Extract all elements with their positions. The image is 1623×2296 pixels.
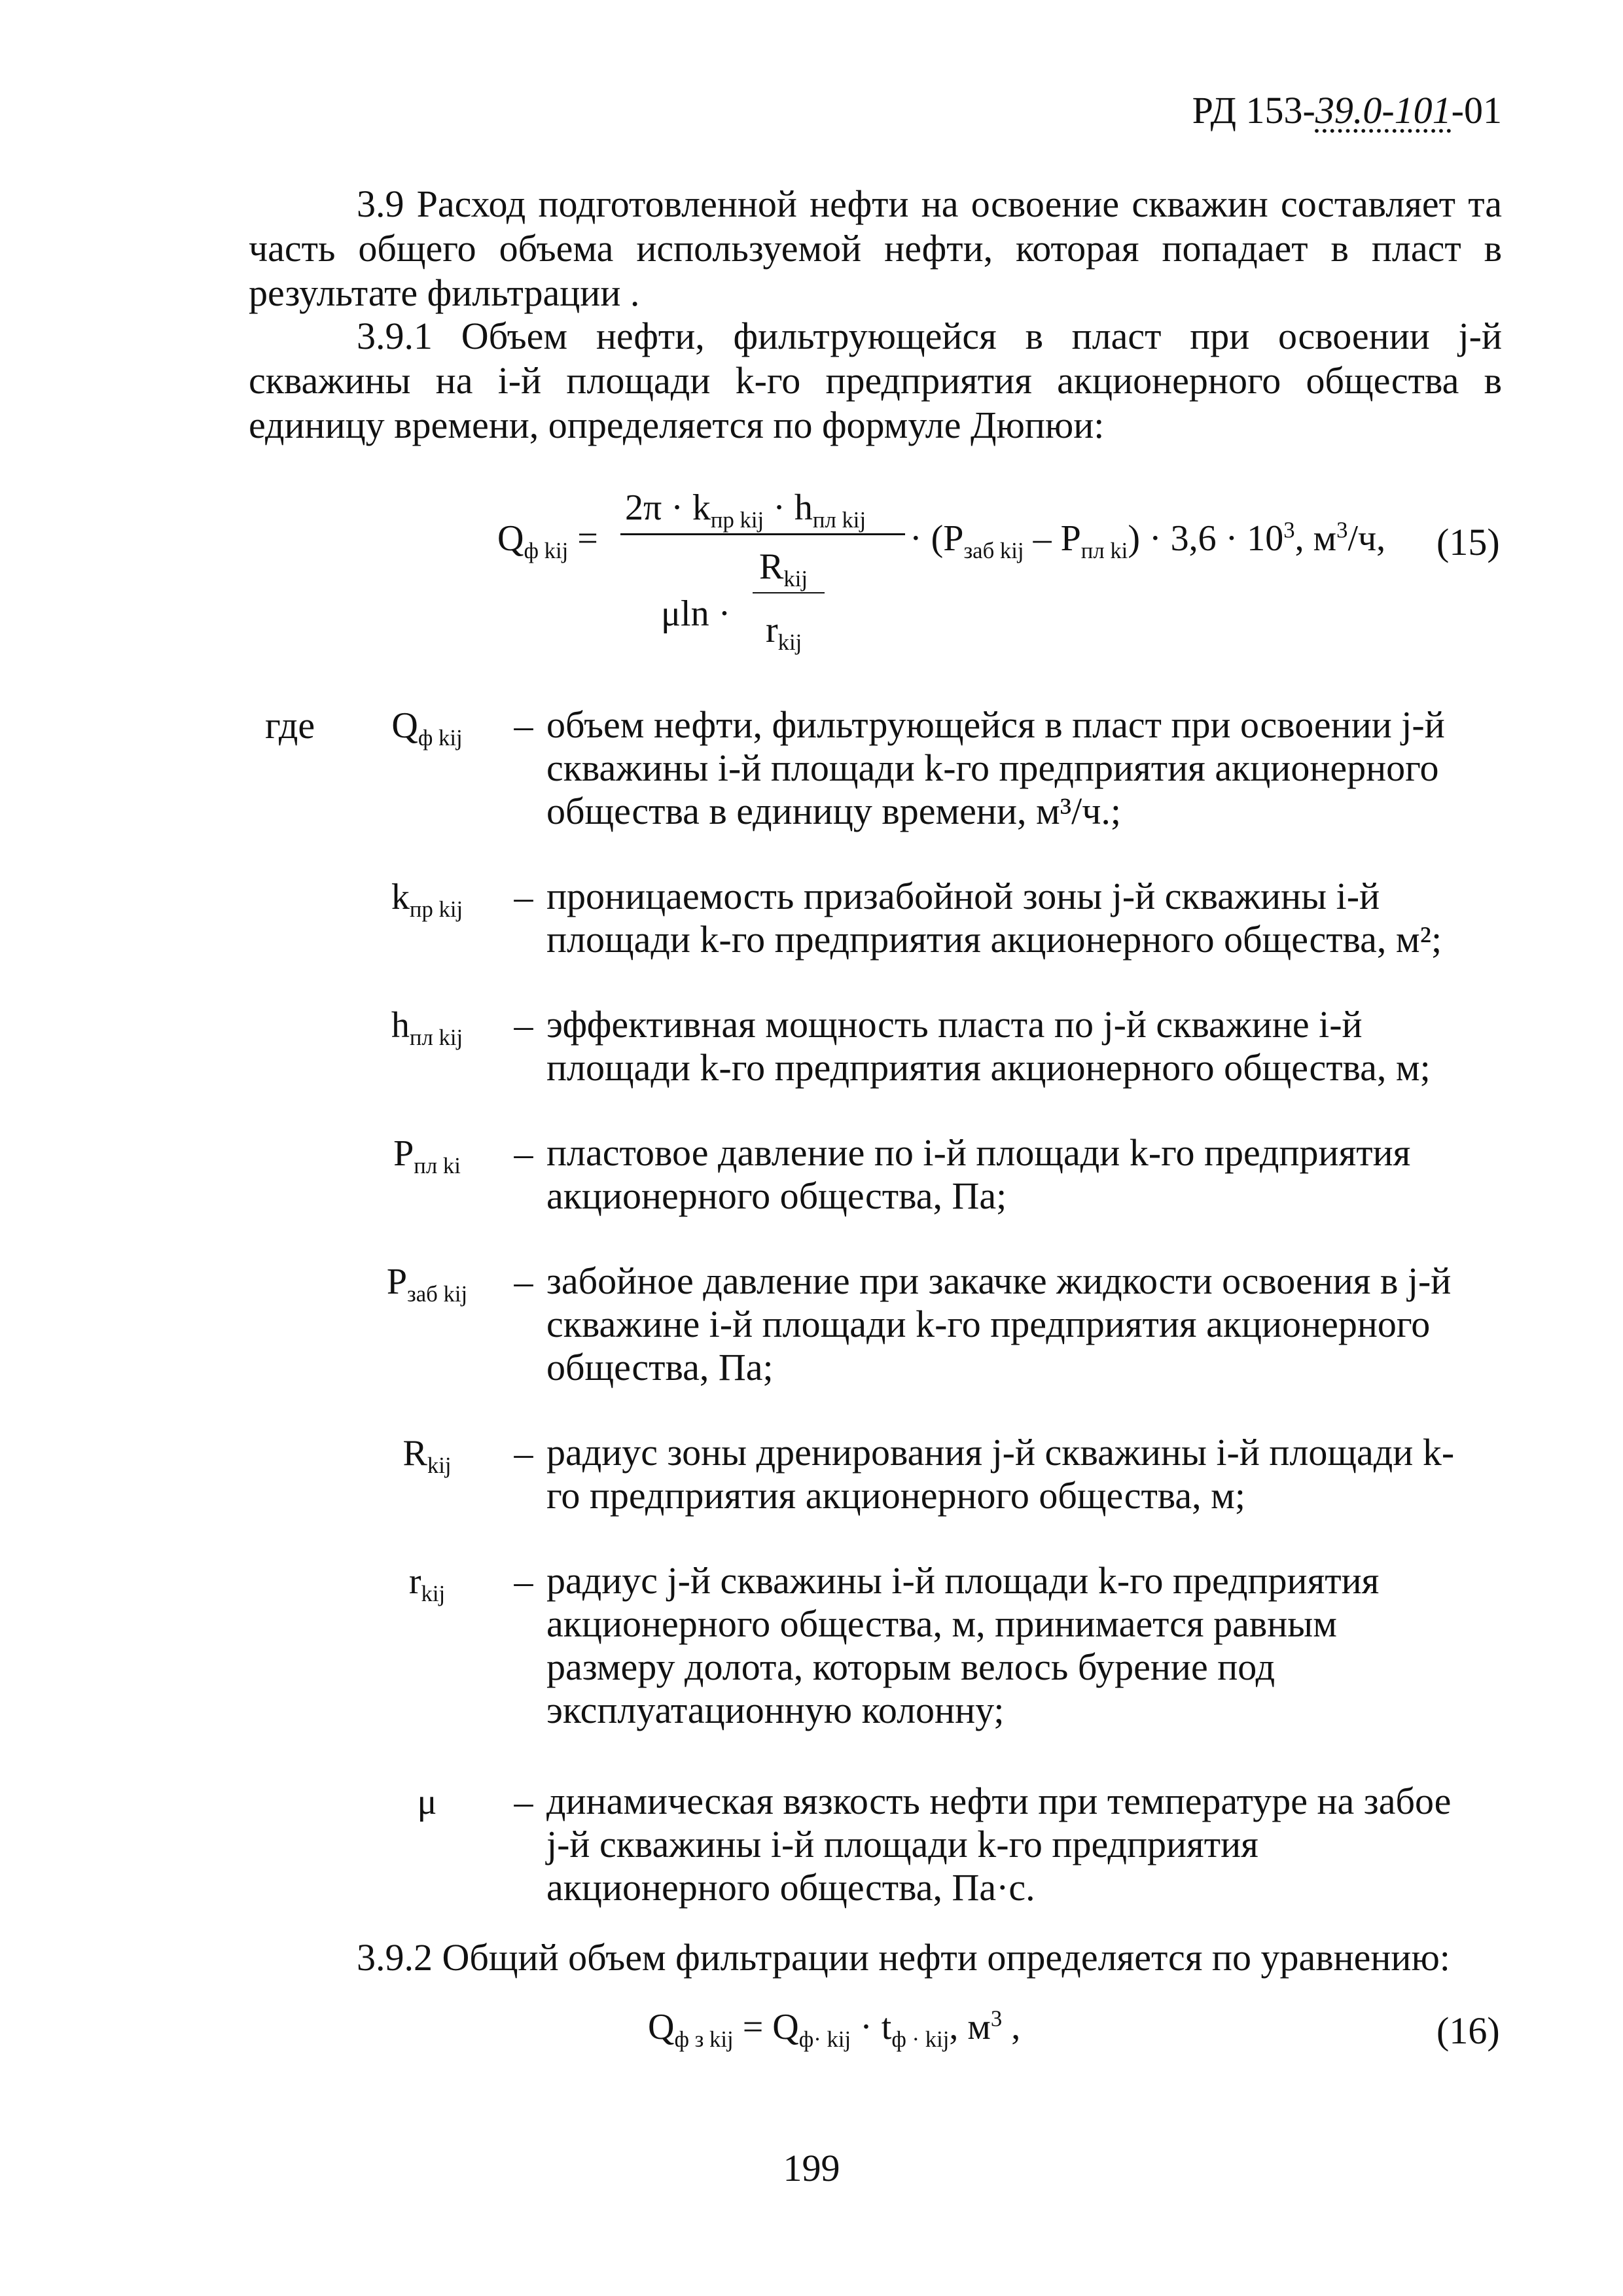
paragraph-3-9: 3.9 Расход подготовленной нефти на освоение скважин составляет та часть общего объема используемой нефти, которая попадает в пласт в результате фильтрации .	[249, 183, 1502, 314]
formula-15-denominator-R: $R_{kij}$	[759, 546, 808, 592]
definition-symbol: $Q_{ф kij}$	[391, 705, 463, 751]
definition-text: проницаемость призабойной зоны j-й скважины i-й площади k-го предприятия акционерного общества, м²;	[546, 875, 1442, 961]
definition-text: объем нефти, фильтрующейся в пласт при освоении j-й скважины i-й площади k-го предприятия акционерного общества в единицу времени, м³/ч.;	[546, 703, 1445, 832]
page-number: 199	[783, 2147, 840, 2189]
definition-item	[353, 875, 1512, 961]
formula-15-inner-fraction-line	[753, 592, 825, 593]
definition-dash: –	[514, 1560, 533, 1602]
formula-15-numerator: $2\pi \cdot k_{пр kij} \cdot h_{пл kij}$	[625, 487, 866, 533]
formula-16-body: $Q_{ф з kij} = Q_{ф\cdot kij} \cdot t_{ф \cdot kij}$, $м^3$ ,	[648, 2005, 1021, 2053]
definition-item	[353, 1780, 1512, 1909]
formula-15-tail: · $(P_{заб kij} - P_{пл ki}) \cdot 3,6 \cdot 10^3$, $м^3/ч$,	[910, 517, 1386, 564]
definition-text: эффективная мощность пласта по j-й скважине i-й площади k-го предприятия акционерного общества, м;	[546, 1003, 1431, 1089]
where-label: где	[265, 704, 315, 747]
document-code	[1192, 89, 1502, 132]
definition-item	[353, 1260, 1512, 1389]
definition-dash: –	[514, 1260, 533, 1303]
definition-dash: –	[514, 1780, 533, 1823]
definition-dash: –	[514, 1432, 533, 1474]
document-code-prefix: РД 153-	[1192, 89, 1315, 132]
formula-16-number: (16)	[1436, 2009, 1500, 2052]
definition-text: пластовое давление по i-й площади k-го предприятия акционерного общества, Па;	[546, 1131, 1411, 1217]
definition-symbol: $h_{пл kij}$	[391, 1005, 463, 1051]
definition-item	[353, 1131, 1512, 1218]
definition-text: динамическая вязкость нефти при температуре на забое j-й скважины i-й площади k-го предприятия акционерного общества, Па·с.	[546, 1780, 1452, 1909]
paragraph-3-9-2: 3.9.2 Общий объем фильтрации нефти определяется по уравнению:	[357, 1936, 1450, 1979]
definition-item	[353, 1431, 1512, 1517]
definition-item	[353, 1003, 1512, 1089]
definition-dash: –	[514, 875, 533, 918]
definition-text: радиус зоны дренирования j-й скважины i-й площади k-го предприятия акционерного общества, м;	[546, 1431, 1455, 1517]
formula-15-denominator-r: $r_{kij}$	[766, 610, 802, 656]
definition-item	[353, 703, 1512, 833]
formula-15-denominator-prefix: μln ·	[661, 593, 731, 634]
definition-symbol: $k_{пр kij}$	[391, 877, 463, 923]
definition-text: радиус j-й скважины i-й площади k-го предприятия акционерного общества, м, принимается равным размеру долота, которым велось бурение под эксплуатационную колонну;	[546, 1559, 1380, 1731]
definition-symbol: μ	[417, 1782, 437, 1822]
document-code-suffix: -01	[1451, 89, 1502, 132]
definition-symbol: $P_{заб kij}$	[386, 1262, 468, 1307]
definition-item	[353, 1559, 1512, 1732]
definition-symbol: $r_{kij}$	[408, 1561, 446, 1607]
definition-dash: –	[514, 1004, 533, 1046]
definition-symbol: $R_{kij}$	[402, 1433, 452, 1479]
definition-symbol: $P_{пл ki}$	[393, 1133, 461, 1179]
definition-dash: –	[514, 1132, 533, 1174]
formula-15-number: (15)	[1436, 521, 1500, 563]
definition-text: забойное давление при закачке жидкости освоения в j-й скважине i-й площади k-го предприятия акционерного общества, Па;	[546, 1260, 1452, 1388]
paragraph-3-9-1: 3.9.1 Объем нефти, фильтрующейся в пласт при освоении j-й скважины на i-й площади k-го предприятия акционерного общества в единицу времени, определяется по формуле Дюпюи:	[249, 315, 1502, 446]
definition-dash: –	[514, 704, 533, 747]
document-code-handwritten: 39.0-101	[1315, 89, 1452, 132]
formula-15-main-fraction-line	[620, 533, 905, 535]
formula-15-lhs: $Q_{ф kij}$ =	[497, 518, 598, 564]
